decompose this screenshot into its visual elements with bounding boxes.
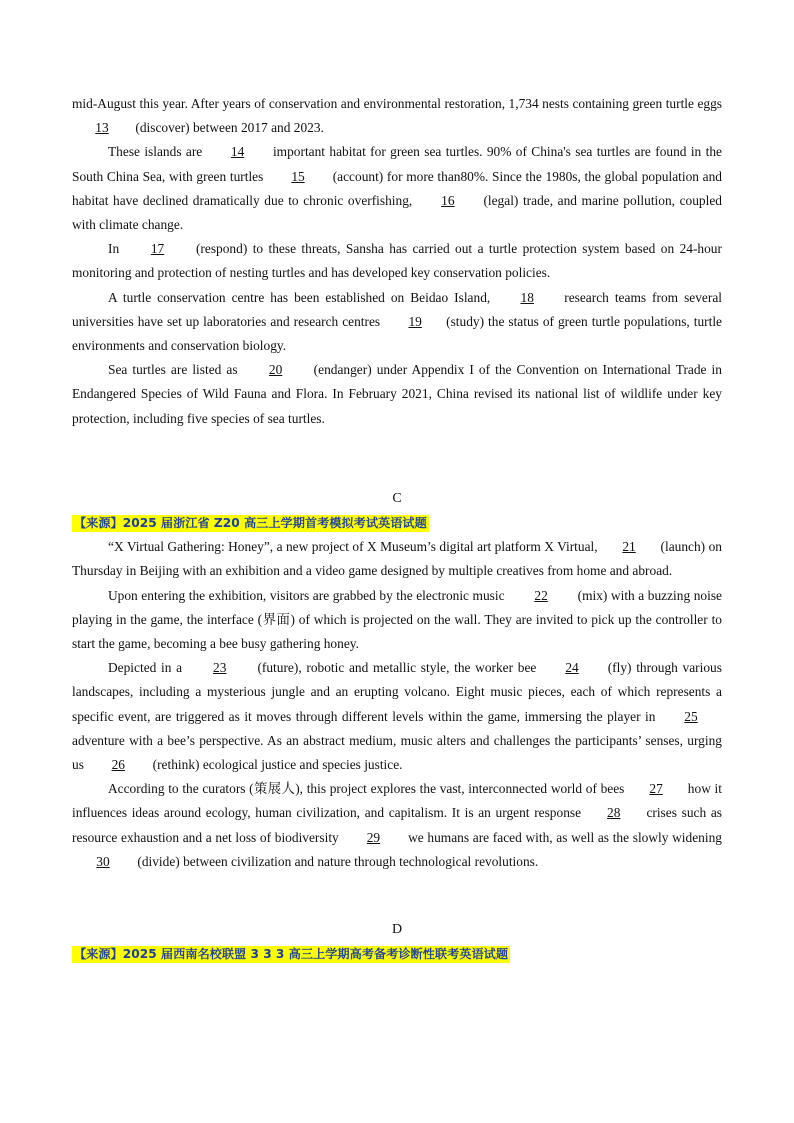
answer-blank-24: 24 bbox=[565, 660, 579, 676]
answer-blank-23: 23 bbox=[213, 660, 227, 676]
section-heading-d: D bbox=[391, 922, 403, 938]
answer-blank-27: 27 bbox=[649, 781, 663, 797]
answer-blank-13: 13 bbox=[95, 120, 109, 136]
answer-blank-30: 30 bbox=[96, 853, 110, 869]
answer-blank-29: 29 bbox=[366, 829, 381, 845]
answer-blank-25: 25 bbox=[684, 708, 698, 724]
section-heading-c: C bbox=[392, 490, 402, 506]
answer-blank-15: 15 bbox=[291, 168, 305, 184]
paragraph: A turtle conservation centre has been established on Beidao Island, 18 research teams from several universities have set up laboratories and research centres 19 (study) the status of green turtle populations, turtle environments and conservation biology. bbox=[72, 286, 722, 359]
paragraph: “X Virtual Gathering: Honey”, a new project of X Museum’s digital art platform X Virtual, 21 (launch) on Thursday in Beijing with an exhibition and a video game designed by multiple creatives from home and abroad. bbox=[72, 535, 722, 583]
answer-blank-19: 19 bbox=[408, 313, 422, 329]
answer-blank-28: 28 bbox=[607, 805, 621, 821]
document-page bbox=[72, 92, 722, 967]
source-label: 【来源】2025 届浙江省 Z20 高三上学期首考模拟考试英语试题 bbox=[74, 516, 427, 531]
answer-blank-17: 17 bbox=[150, 241, 165, 257]
answer-blank-16: 16 bbox=[441, 192, 455, 208]
paragraph: These islands are 14 important habitat for green sea turtles. 90% of China's sea turtles are found in the South China Sea, with green turtles 15 (account) for more than80%. Since the 1980s, the global population and habitat have declined dramatically due to chronic overfishing, 16 (legal) trade, and marine pollution, coupled with climate change. bbox=[72, 140, 722, 237]
answer-blank-18: 18 bbox=[520, 289, 534, 305]
paragraph: Depicted in a 23 (future), robotic and metallic style, the worker bee 24 (fly) through various landscapes, including a mysterious jungle and an erupting volcano. Eight music pieces, each of which represents a specific event, are triggered as it moves through different levels within the game, immersing the player in 25 adventure with a bee’s perspective. As an abstract medium, music alters and challenges the participants’ senses, urging us 26 (rethink) ecological justice and species justice. bbox=[72, 656, 722, 777]
paragraph: mid-August this year. After years of conservation and environmental restoration, 1,734 nests containing green turtle eggs 13 (discover) between 2017 and 2023. bbox=[72, 92, 722, 140]
paragraph: According to the curators (策展人), this project explores the vast, interconnected world of bees 27 how it influences ideas around ecology, human civilization, and capitalism. It is an urgent response 28 crises such as resource exhaustion and a net loss of biodiversity 29 we humans are faced with, as well as the slowly widening 30 (divide) between civilization and nature through technological revolutions. bbox=[72, 777, 722, 874]
answer-blank-14: 14 bbox=[230, 144, 245, 160]
paragraph: Sea turtles are listed as 20 (endanger) under Appendix I of the Convention on International Trade in Endangered Species of Wild Fauna and Flora. In February 2021, China revised its national list of wildlife under key protection, including five species of sea turtles. bbox=[72, 358, 722, 431]
answer-blank-21: 21 bbox=[622, 539, 636, 555]
answer-blank-26: 26 bbox=[111, 757, 125, 773]
answer-blank-20: 20 bbox=[268, 362, 283, 378]
paragraph: In 17 (respond) to these threats, Sansha has carried out a turtle protection system based on 24-hour monitoring and protection of nesting turtles and has developed key conservation policies. bbox=[72, 237, 722, 285]
source-label: 【来源】2025 届西南名校联盟 3 3 3 高三上学期高考备考诊断性联考英语试题 bbox=[74, 947, 509, 962]
paragraph: Upon entering the exhibition, visitors are grabbed by the electronic music 22 (mix) with a buzzing noise playing in the game, the interface (界面) of which is projected on the wall. They are invited to pick up the controller to start the game, becoming a bee busy gathering honey. bbox=[72, 584, 722, 657]
answer-blank-22: 22 bbox=[534, 587, 548, 603]
